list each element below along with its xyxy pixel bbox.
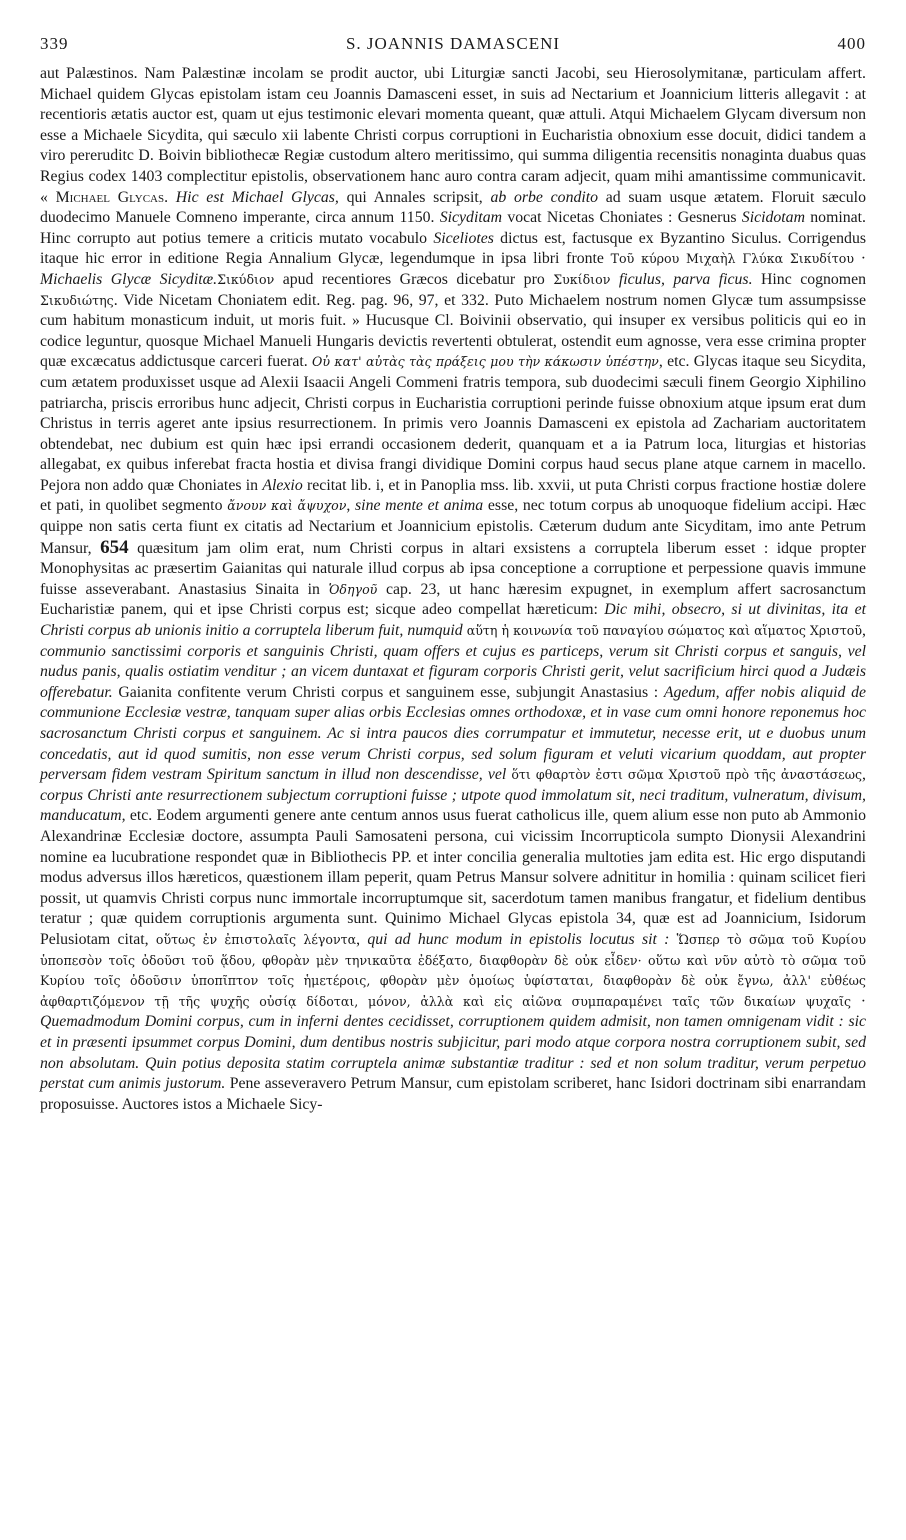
text-run: ad suam usque ætatem. Floruit sæculo duodecimo Manuele Comneno imperante, circa annum 1150.: [40, 188, 866, 227]
text-run: cap. 23, ut hanc hæresim expugnet, in exemplum affert sacrosanctum Eucharistiæ panem, qui et ipse Christi corpus est; sicque adeo compellat hæreticum:: [40, 580, 867, 619]
text-run: aut Palæstinos. Nam Palæstinæ incolam se prodit auctor, ubi Liturgiæ sancti Jacobi, seu Hierosolymitanæ, particulam affert. Michael quidem Glycas epistolam istam ceu Joannis Damasceni esset, in suis ad Nectarium et Joannicium litteris allegavit : at recentioris ætatis auctor est, quam ut ejus testimonic elevari momenta queant, quæ attuli. Atqui Michaelem Glycam diversum non esse a Michaele Sicydita, qui sæculo xii labente Christi corpus corruptioni in Eucharistia obnoxium esse docuit, didici tandem a viro pereruditc D. Boivin bibliothecæ Regiæ custodum altero meritissimo, qui summa diligentia recensitis nonaginta duabus quas Regius codex 1403 complectitur epistolis, observationem hanc auro contra caram adjecit, quam mihi amantissime communicavit. «: [40, 65, 866, 206]
italic-run: Quemadmodum Domini corpus, cum in inferni dentes cecidisset, corruptionem quidem admisit, non tamen omnigenam vidit : sic et in præsenti ipsummet corpus Domini, dum dentibus nostris subjicitur, pari modo atque corpora nostra corruptionem subit, sed non absolutam. Quin potius deposita statim corruptela animæ substantiæ traditur : sed et non solum traditur, verum perpetuo perstat cum animis justorum.: [40, 1013, 866, 1093]
text-run: quæsitum jam olim erat, num Christi corpus in altari exsistens a corruptela liberum esset : idque propter Monophysitas ac præsertim Gaianitas qui naturale illud corpus ab ipsa conceptione a corruptione et perpessione quavis immune fuisse asseverabant. Anastasius Sinaita in: [40, 539, 866, 598]
text-run: . Vide Nicetam Choniatem edit. Reg. pag. 96, 97, et 332. Puto Michaelem nostrum nomen Glycæ tum assumpsisse cum habitum monasticum induit, ut moris fuit. » Hucusque Cl. Boivinii observatio, qui insuper ex versibus politicis qui eo in codice leguntur, quosque Michael Manueli Hungaris devictis revertenti obtulerat, ostendit eum agnosse, vera esse crimina propter quæ excæcatus addictusque carceri fuerat.: [40, 291, 866, 371]
body-text: [40, 64, 866, 1115]
text-run: Pene asseveravero Petrum Mansur, cum epistolam scriberet, hanc Isidori doctrinam sibi enarrandam proposuisse. Auctores istos a Michaele Sicy-: [40, 1075, 866, 1113]
greek-text: οὕτως ἐν ἐπιστολαῖς λέγοντα: [155, 931, 357, 947]
text-run: apud recentiores Græcos dicebatur pro: [274, 270, 554, 288]
text-run: ·: [851, 992, 866, 1010]
italic-run: Sicidotam: [741, 209, 805, 227]
italic-run: Hic est Michael Glycas,: [168, 188, 339, 206]
text-run: ·: [853, 250, 866, 268]
greek-text: Ὥσπερ τὸ σῶμα τοῦ Κυρίου ὑποπεσὸν τοῖς ὀδοῦσι τοῦ ᾅδου, φθορὰν μὲν τηνικαῦτα ἐδέξατο, διαφθορὰν δὲ οὐκ εἶδεν· οὕτω καὶ νῦν αὐτὸ τὸ σῶμα τοῦ Κυρίου τοῖς ὀδοῦσιν ὑποπῖπτον τοῖς ἡμετέροις, φθορὰν μὲν ὁμοίως ὑφίσταται, διαφθορὰν δὲ οὐκ ἔγνω, ἀλλ' εὐθέως ἀφθαρτιζόμενον τῇ τῆς ψυχῆς οὐσίᾳ δίδοται, μόνον, ἀλλὰ καὶ εἰς αἰῶνα συμπαραμένει ταῖς τῶν δικαίων ψυχαῖς: [40, 931, 866, 1009]
text-run: Gaianita confitente verum Christi corpus et sanguinem esse, subjungit Anastasius :: [112, 683, 664, 701]
text-run: dictus est, factusque ex Byzantino Siculus. Corrigendus itaque hic error in editione Regia Annalium Glycæ, legendumque in ipsa libri fronte: [40, 229, 866, 268]
italic-run: Sicyditam: [439, 209, 503, 227]
text-run: [610, 271, 618, 288]
italic-run: Siceliotes: [433, 229, 494, 247]
page-number-right: 400: [837, 34, 866, 53]
italic-run: Agedum, affer nobis aliquid de communione Ecclesiæ vestræ, tanquam super alias orbis Ecclesias omnes orthodoxæ, et in vase cum omni honore reponemus hoc sacrosanctum Christi corpus et sanguinem. Ac si intra paucos dies corrumpatur et immutetur, necesse erit, ut e duobus unum concedatis, aut id quod sumitis, non esse verum Christi corpus, sed solum figuram et veluti vicarium quoddam, aut propter perversam fidem vestram Spiritum sanctum in illud non descendisse, vel: [40, 683, 866, 784]
italic-run: qui ad hunc modum in epistolis locutus sit :: [367, 930, 677, 948]
greek-text: Σικυδιώτης: [40, 292, 114, 308]
text-run: ,: [356, 930, 368, 948]
greek-text: Τοῦ κύρου Μιχαὴλ Γλύκα Σικυδίτου: [610, 251, 854, 267]
page-number-left: 339: [40, 34, 69, 53]
text-run: esse, nec totum corpus ab unoquoque fidelium accipi. Hæc quippe non satis certa fiunt ex citatis ad Nectarium et Joannicium epistolis. Cæterum dudum ante Sicyditam, imo ante Petrum Mansur,: [40, 497, 866, 557]
paragraph: [40, 64, 866, 1115]
text-run: recitat lib. i, et in Panoplia mss. lib. xxvii, ut puta Christi corpus fractione hostiæ dolere et pati, in quolibet segmento: [40, 476, 866, 515]
column-marker: 654: [100, 536, 129, 558]
text-run: , etc. Glycas itaque seu Sicydita, cum ætatem produxisset usque ad Alexii Isaacii Angeli Commeni fratris tempora, sub duodecimi sæculi finem Georgio Xiphilino patriarcha, priscis erroribus hunc adjecit, Christi corpus in Eucharistia corruptioni perinde fuisse obnoxium atque ipsum erat dum Christus in terris ageret ante ipsius resurrectionem. In primis vero Joannis Damasceni ex epistola ad Zachariam auctoritatem obtendebat, nec dubium est quin hæc ipsi errandi occasionem dederit, quanquam et a ia Patrum loca, liturgias et historias allegabat, ex quibus inferebat fracta hostia et divisa frangi dividique Domini corpus haud secus plane atque carnem in macello. Pejora non addo quæ Choniates in: [40, 353, 866, 494]
greek-text: ὅτι φθαρτὸν ἐστι σῶμα Χριστοῦ πρὸ τῆς ἀναστάσεως: [506, 767, 863, 783]
text-run: vocat Nicetas Choniates : Gesnerus: [502, 209, 742, 227]
text-run: ,: [346, 497, 356, 515]
greek-text: ἄνουν καὶ ἄψυχον: [227, 498, 347, 514]
text-run: qui Annales scripsit,: [338, 188, 491, 206]
running-header: [40, 34, 866, 64]
italic-run: Alexio: [262, 476, 303, 494]
italic-run: Dic mihi, obsecro, si ut divinitas, ita et Christi corpus ab unionis initio a corruptela liberum fuit, numquid: [40, 601, 866, 640]
greek-text: αὕτη ἡ κοινωνία τοῦ παναγίου σώματος καὶ αἵματος Χριστοῦ: [462, 623, 863, 639]
greek-text: Ὁδηγοῦ: [328, 581, 378, 597]
text-run: nominat. Hinc corrupto aut potius temere a criticis mutato vocabulo: [40, 209, 867, 247]
running-title: S. JOANNIS DAMASCENI: [345, 34, 561, 53]
italic-run: Michaelis Glycæ Sicyditæ.: [40, 270, 218, 288]
italic-run: corpus Christi ante resurrectionem subjectum corruptioni fuisse ; utpote quod immolatum sit, neci traditum, vulneratum, divisum, manducatum,: [40, 786, 866, 825]
text-run: ,: [862, 766, 866, 784]
text-run: ,: [862, 622, 866, 640]
author-name: Michael Glycas.: [55, 188, 169, 206]
italic-run: ficulus, parva ficus.: [618, 270, 753, 288]
italic-run: ab orbe condito: [490, 188, 599, 206]
text-run: Hinc cognomen: [752, 270, 867, 288]
greek-text: Οὐ κατ' αὐτὰς τὰς πράξεις μου τὴν κάκωσιν ὑπέστην: [312, 354, 659, 370]
text-run: etc. Eodem argumenti genere ante centum annos usus fuerat catholicus ille, quem alium esse non puto ab Ammonio Alexandrinæ Ecclesiæ doctore, assumpta Pauli Samosateni persona, cui vicissim Incorrupticola sumpto Dionysii Alexandrini nomine ea lucubratione respondet quæ in Bibliothecis PP. et inter concilia generalia multoties jam edita est. Hic ergo disputandi modus adversus illos hæreticos, quæstionem illam peperit, quam Petrus Mansur solvere adnititur in homilia : quinam scilicet fieri possit, ut quamvis Christi corpus nunc immortale incorruptumque sit, sacerdotum tamen manibus frangatur, et fidelium dentibus teratur ; quæ quidem corruptionis argumenta sunt. Quinimo Michael Glycas epistola 34, quæ est ad Joannicium, Isidorum Pelusiotam citat,: [40, 807, 866, 948]
greek-text: Συκίδιον: [553, 271, 611, 287]
italic-run: sine mente et anima: [355, 497, 484, 515]
italic-run: communio sanctissimi corporis et sanguinis Christi, quam offers et cujus es particeps, verum sit Christi corpus et sanguis, vel nudus panis, qualis ostiatim venditur ; an vicem duntaxat et figuram corporis Christi gerit, velut sacrificium hirci quod a Judæis offerebatur.: [40, 642, 866, 701]
greek-text: Σικύδιον: [217, 271, 275, 287]
